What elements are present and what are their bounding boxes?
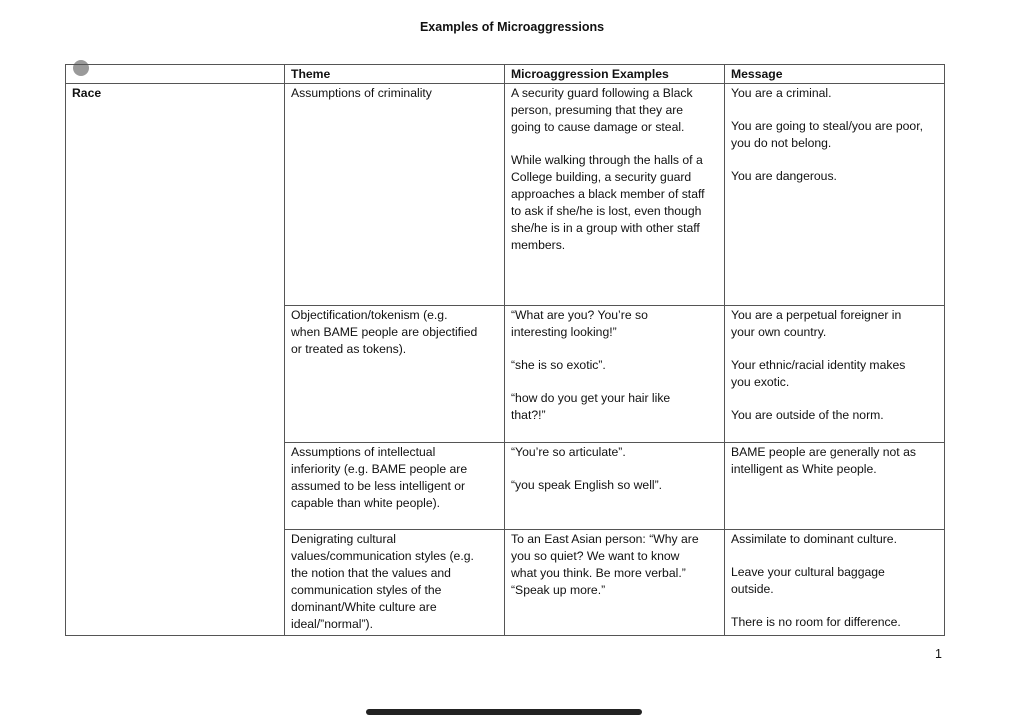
- header-examples: Microaggression Examples: [505, 65, 725, 84]
- header-category: [66, 65, 285, 84]
- scroll-indicator-bar[interactable]: [366, 709, 642, 715]
- message-text: You are a perpetual foreigner in your own country.: [731, 308, 902, 339]
- theme-text: Assumptions of intellectual inferiority (e.g. BAME people are assumed to be less intelligent or capable than white people).: [291, 445, 468, 510]
- example-text: To an East Asian person: “Why are you so quiet? We want to know what you think. Be more verbal.” “Speak up more.”: [511, 532, 699, 597]
- message-text: Your ethnic/racial identity makes you exotic.: [731, 358, 906, 389]
- theme-text: Objectification/tokenism (e.g. when BAME people are objectified or treated as tokens).: [291, 308, 478, 356]
- example-text: While walking through the halls of a College building, a security guard approaches a black member of staff to ask if she/he is lost, even though she/he is in a group with other staff members.: [511, 153, 705, 252]
- examples-cell: [505, 530, 725, 636]
- example-text: “you speak English so well”.: [511, 478, 663, 492]
- theme-text: Assumptions of criminality: [291, 86, 432, 100]
- theme-text: Denigrating cultural values/communication styles (e.g. the notion that the values and communication styles of the dominant/White culture are ideal/”normal”).: [291, 532, 474, 631]
- message-text: You are outside of the norm.: [731, 408, 884, 422]
- message-cell: [725, 306, 945, 443]
- example-text: “she is so exotic”.: [511, 358, 606, 372]
- examples-cell: [505, 306, 725, 443]
- theme-cell: [285, 443, 505, 530]
- example-text: “You’re so articulate”.: [511, 445, 626, 459]
- theme-cell: [285, 84, 505, 306]
- header-message: Message: [725, 65, 945, 84]
- example-text: “What are you? You’re so interesting looking!”: [511, 308, 648, 339]
- message-text: You are going to steal/you are poor, you do not belong.: [731, 119, 923, 150]
- document-title: Examples of Microaggressions: [419, 20, 605, 34]
- examples-cell: [505, 84, 725, 306]
- message-text: Leave your cultural baggage outside.: [731, 565, 885, 596]
- theme-cell: [285, 530, 505, 636]
- table-row: [66, 84, 945, 306]
- message-text: There is no room for difference.: [731, 615, 901, 629]
- example-text: “how do you get your hair like that?!”: [511, 391, 671, 422]
- microaggressions-table: [65, 64, 945, 636]
- theme-cell: [285, 306, 505, 443]
- example-text: A security guard following a Black person, presuming that they are going to cause damage or steal.: [511, 86, 693, 134]
- message-text: Assimilate to dominant culture.: [731, 532, 897, 546]
- header-theme: Theme: [285, 65, 505, 84]
- message-text: BAME people are generally not as intelligent as White people.: [731, 445, 916, 476]
- table-header-row: [66, 65, 945, 84]
- page-number: 1: [935, 647, 942, 661]
- message-text: You are a criminal.: [731, 86, 832, 100]
- message-cell: [725, 443, 945, 530]
- message-cell: [725, 84, 945, 306]
- examples-cell: [505, 443, 725, 530]
- category-cell: Race: [66, 84, 285, 636]
- message-text: You are dangerous.: [731, 169, 837, 183]
- message-cell: [725, 530, 945, 636]
